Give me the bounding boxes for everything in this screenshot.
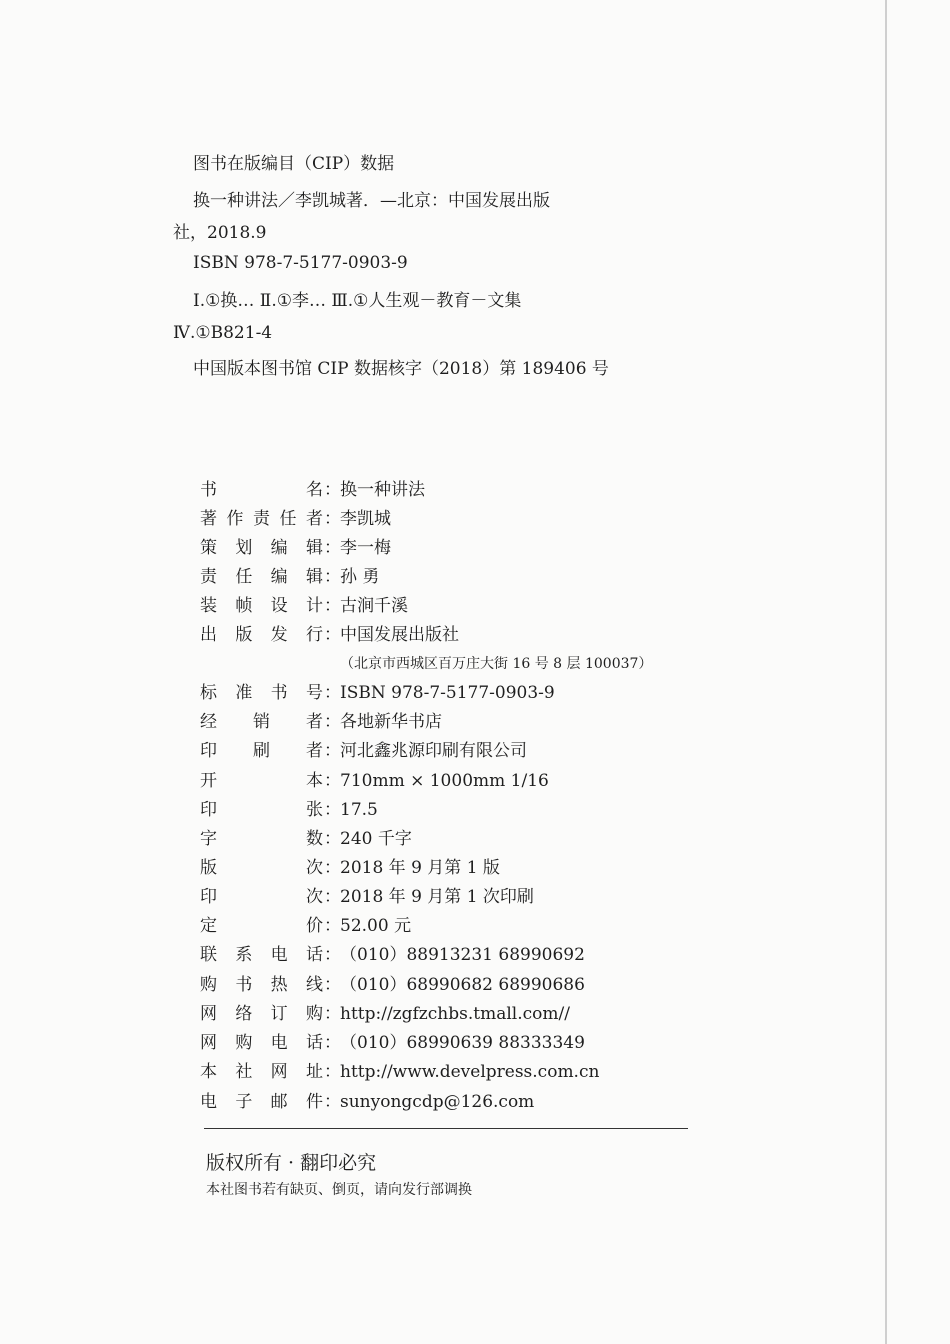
detail-value: 古涧千溪 xyxy=(340,596,408,616)
cip-heading: 图书在版编目（CIP）数据 xyxy=(193,154,395,174)
detail-value: http://zgfzchbs.tmall.com// xyxy=(340,1004,570,1024)
colon: ： xyxy=(324,858,341,878)
colon: ： xyxy=(324,625,341,645)
colon: ： xyxy=(324,945,341,965)
detail-label: 标准书号 xyxy=(200,683,323,703)
detail-label: 联系电话 xyxy=(200,945,323,965)
colon: ： xyxy=(324,567,341,587)
detail-label: 策划编辑 xyxy=(200,538,323,558)
colon: ： xyxy=(324,1033,341,1053)
detail-value: 52.00 元 xyxy=(340,916,412,936)
detail-label: 印刷者 xyxy=(200,741,323,761)
rights-note: 本社图书若有缺页、倒页，请向发行部调换 xyxy=(206,1182,472,1198)
detail-label: 网络订购 xyxy=(200,1004,323,1024)
cip-classification-line-2: Ⅳ.①B821-4 xyxy=(173,323,273,343)
detail-label: 开本 xyxy=(200,771,323,791)
detail-label: 版次 xyxy=(200,858,323,878)
detail-value: http://www.develpress.com.cn xyxy=(340,1062,600,1082)
detail-label: 定价 xyxy=(200,916,323,936)
detail-value: sunyongcdp@126.com xyxy=(340,1092,535,1112)
divider xyxy=(204,1128,688,1129)
detail-value: 换一种讲法 xyxy=(340,480,425,500)
detail-value: ISBN 978-7-5177-0903-9 xyxy=(340,683,555,703)
colon: ： xyxy=(324,800,341,820)
colon: ： xyxy=(324,596,341,616)
detail-label: 出版发行 xyxy=(200,625,323,645)
detail-value: 17.5 xyxy=(340,800,378,820)
colon: ： xyxy=(324,1092,341,1112)
colon: ： xyxy=(324,712,341,732)
detail-label: 电子邮件 xyxy=(200,1092,323,1112)
colon: ： xyxy=(324,683,341,703)
detail-value: （010）68990639 88333349 xyxy=(340,1033,585,1053)
cip-title-line-1: 换一种讲法／李凯城著．—北京：中国发展出版 xyxy=(193,191,550,211)
colon: ： xyxy=(324,1062,341,1082)
colon: ： xyxy=(324,771,341,791)
colon: ： xyxy=(324,887,341,907)
colon: ： xyxy=(324,975,341,995)
detail-label: 购书热线 xyxy=(200,975,323,995)
colon: ： xyxy=(324,509,341,529)
detail-label: 印次 xyxy=(200,887,323,907)
cip-record-number: 中国版本图书馆 CIP 数据核字（2018）第 189406 号 xyxy=(193,359,609,379)
detail-value: （010）68990682 68990686 xyxy=(340,975,585,995)
detail-label: 经销者 xyxy=(200,712,323,732)
detail-value: 中国发展出版社 xyxy=(340,625,459,645)
detail-label: 责任编辑 xyxy=(200,567,323,587)
detail-label: 本社网址 xyxy=(200,1062,323,1082)
cip-title-line-2: 社，2018.9 xyxy=(173,223,267,243)
detail-label: 著作责任者 xyxy=(200,509,323,529)
colon: ： xyxy=(324,829,341,849)
detail-value: 2018 年 9 月第 1 版 xyxy=(340,858,500,878)
detail-value: 李一梅 xyxy=(340,538,391,558)
colon: ： xyxy=(324,538,341,558)
detail-label: 装帧设计 xyxy=(200,596,323,616)
detail-value: 240 千字 xyxy=(340,829,412,849)
colon: ： xyxy=(324,1004,341,1024)
detail-value: （010）88913231 68990692 xyxy=(340,945,585,965)
detail-label: 书名 xyxy=(200,480,323,500)
detail-label: 网购电话 xyxy=(200,1033,323,1053)
colon: ： xyxy=(324,916,341,936)
colon: ： xyxy=(324,741,341,761)
detail-value: 710mm × 1000mm 1/16 xyxy=(340,771,549,791)
detail-label: 印张 xyxy=(200,800,323,820)
publisher-address: （北京市西城区百万庄大街 16 号 8 层 100037） xyxy=(340,656,653,672)
cip-isbn: ISBN 978-7-5177-0903-9 xyxy=(193,253,408,273)
detail-label: 字数 xyxy=(200,829,323,849)
detail-value: 河北鑫兆源印刷有限公司 xyxy=(340,741,527,761)
detail-value: 各地新华书店 xyxy=(340,712,442,732)
cip-classification-line-1: Ⅰ.①换… Ⅱ.①李… Ⅲ.①人生观－教育－文集 xyxy=(193,291,522,311)
detail-value: 孙 勇 xyxy=(340,567,380,587)
detail-value: 李凯城 xyxy=(340,509,391,529)
page-edge xyxy=(885,0,887,1344)
rights-statement: 版权所有 · 翻印必究 xyxy=(206,1152,377,1174)
colon: ： xyxy=(324,480,341,500)
detail-value: 2018 年 9 月第 1 次印刷 xyxy=(340,887,534,907)
